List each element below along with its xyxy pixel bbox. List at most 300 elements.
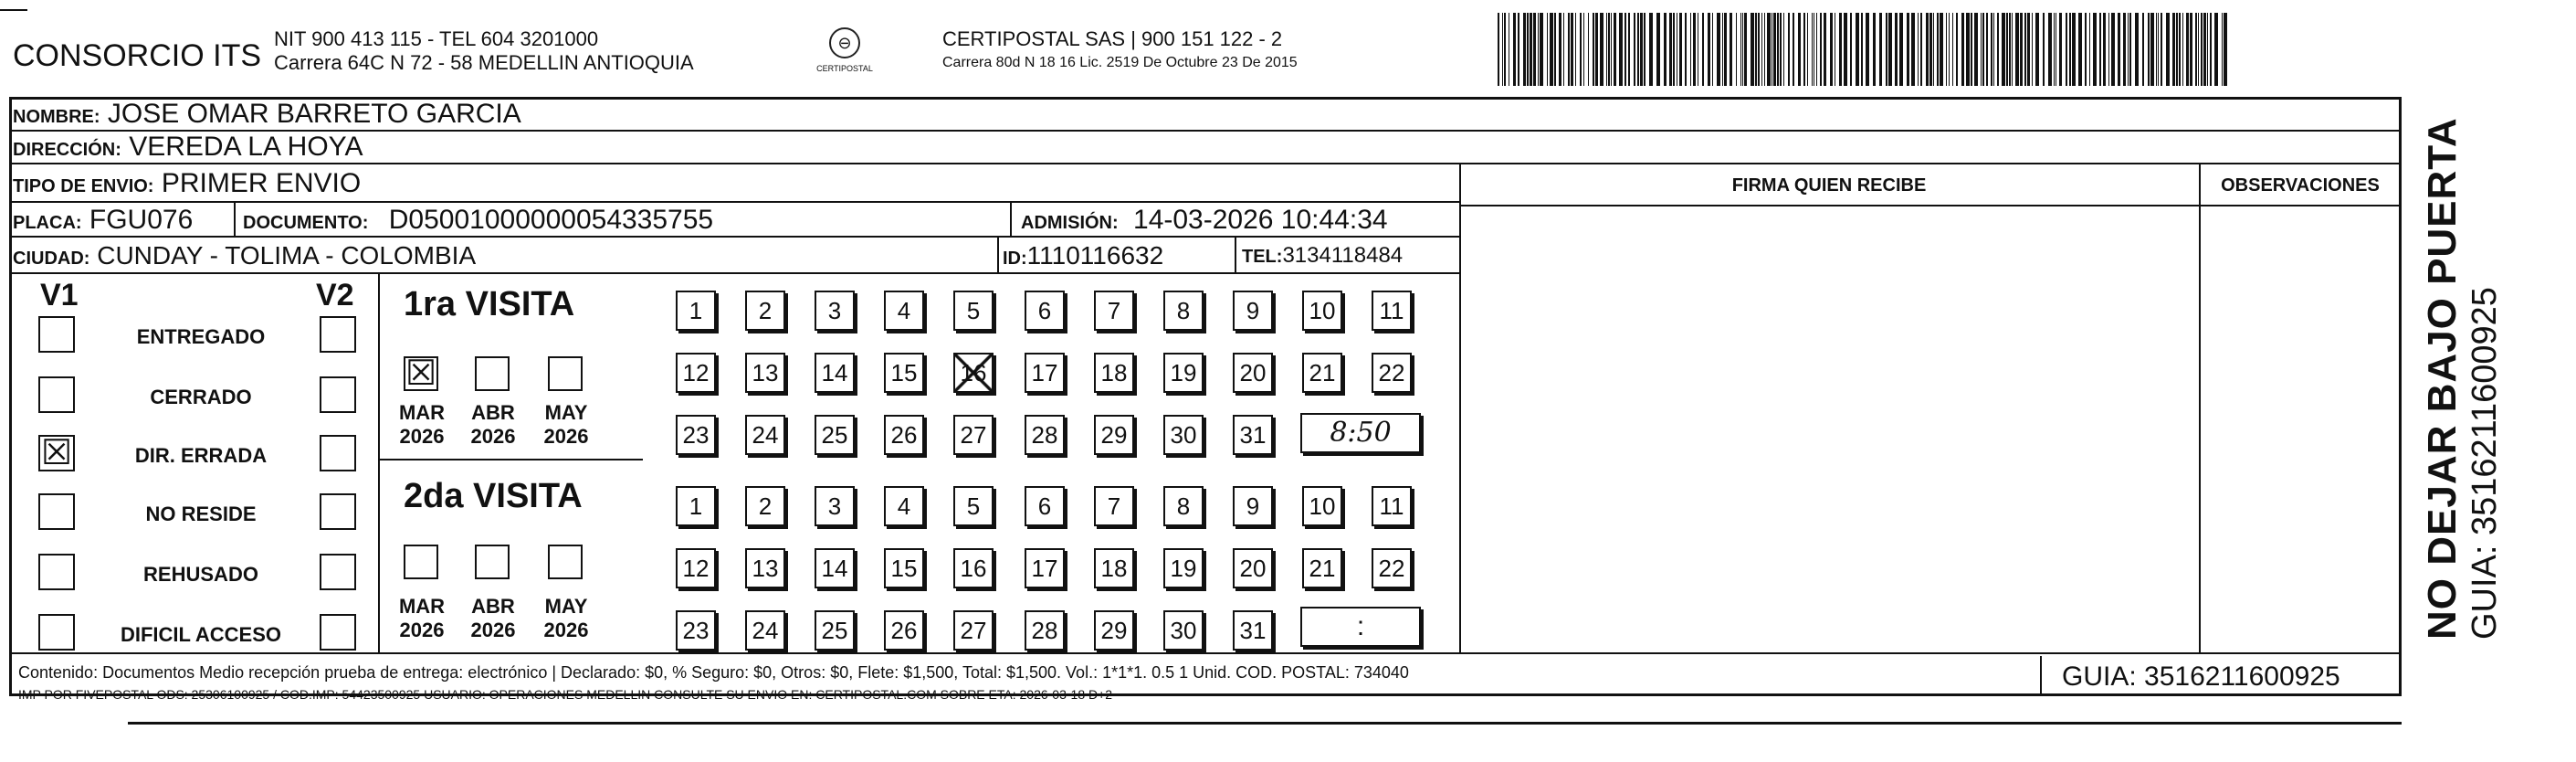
divider bbox=[997, 236, 999, 272]
barcode-bar bbox=[1812, 13, 1813, 86]
barcode-bar bbox=[2195, 13, 2197, 86]
day-box[interactable]: 19 bbox=[1163, 353, 1204, 393]
barcode-bar bbox=[1820, 13, 1822, 86]
barcode-bar bbox=[2012, 13, 2013, 86]
divider bbox=[378, 272, 380, 652]
barcode-bar bbox=[1946, 13, 1947, 86]
placa-value: FGU076 bbox=[89, 205, 194, 235]
barcode-bar bbox=[1580, 13, 1582, 86]
day-box[interactable]: 20 bbox=[1233, 353, 1273, 393]
status-label: ENTREGADO bbox=[136, 325, 266, 348]
barcode-bar bbox=[1798, 13, 1801, 86]
year-label: 2026 bbox=[543, 425, 589, 448]
observaciones-area[interactable] bbox=[2201, 206, 2400, 651]
day-box[interactable]: 23 bbox=[676, 610, 716, 651]
v1-checkbox[interactable]: ☒ bbox=[38, 435, 75, 471]
barcode-bar bbox=[2161, 13, 2162, 86]
day-box[interactable]: 25 bbox=[815, 610, 855, 651]
tel-field bbox=[1242, 243, 1403, 269]
barcode-bar bbox=[1844, 13, 1847, 86]
barcode-bar bbox=[1693, 13, 1696, 86]
barcode-bar bbox=[1740, 13, 1741, 86]
barcode-bar bbox=[1664, 13, 1667, 86]
day-box[interactable]: 1 bbox=[676, 291, 716, 331]
visit2-time-value: : bbox=[1356, 611, 1365, 641]
day-box[interactable]: 31 bbox=[1233, 415, 1273, 455]
barcode-bar bbox=[1563, 13, 1564, 86]
barcode-bar bbox=[1724, 13, 1727, 86]
barcode-bar bbox=[1773, 13, 1776, 86]
barcode-bar bbox=[1624, 13, 1626, 86]
barcode-bar bbox=[2186, 13, 2189, 86]
visit1-time-value: 8:50 bbox=[1330, 417, 1392, 449]
barcode-bar bbox=[1911, 13, 1915, 86]
barcode-bar bbox=[2222, 13, 2223, 86]
admision-field bbox=[1021, 205, 1388, 236]
barcode-bar bbox=[1669, 13, 1672, 86]
barcode-bar bbox=[1634, 13, 1635, 86]
observaciones-header: OBSERVACIONES bbox=[2221, 175, 2380, 196]
status-label: DIFICIL ACCESO bbox=[120, 623, 281, 646]
barcode-bar bbox=[1899, 13, 1903, 86]
barcode-bar bbox=[2027, 13, 2030, 86]
day-box[interactable]: 10 bbox=[1302, 486, 1342, 526]
day-box[interactable]: 22 bbox=[1372, 548, 1412, 588]
day-box[interactable]: 16 bbox=[953, 548, 994, 588]
barcode-bar bbox=[1502, 13, 1503, 86]
v2-checkbox[interactable] bbox=[320, 614, 356, 651]
barcode-bar bbox=[1559, 13, 1561, 86]
barcode-bar bbox=[1839, 13, 1842, 86]
month-label: ABR bbox=[471, 595, 515, 618]
barcode-bar bbox=[2103, 13, 2106, 86]
id-label: ID: bbox=[1003, 249, 1027, 269]
placa-field bbox=[13, 205, 193, 236]
divider bbox=[9, 652, 2402, 654]
barcode-bar bbox=[2020, 13, 2023, 86]
barcode-bar bbox=[2093, 13, 2097, 86]
tipo-label: TIPO DE ENVIO: bbox=[13, 176, 154, 196]
barcode-bar bbox=[2006, 13, 2008, 86]
barcode-bar bbox=[1940, 13, 1943, 86]
barcode-bar bbox=[1991, 13, 1992, 86]
barcode-bar bbox=[1866, 13, 1869, 86]
barcode-bar bbox=[1873, 13, 1876, 86]
v1-checkbox[interactable] bbox=[38, 316, 75, 353]
side-guia: GUIA: 3516211600925 bbox=[2466, 287, 2504, 640]
year-label: 2026 bbox=[399, 619, 445, 641]
firma-area[interactable] bbox=[1461, 206, 2197, 651]
barcode-bar bbox=[2182, 13, 2183, 86]
barcode-bar bbox=[1588, 13, 1589, 86]
barcode-bar bbox=[2024, 13, 2026, 86]
barcode-bar bbox=[1803, 13, 1805, 86]
barcode-bar bbox=[2089, 13, 2090, 86]
barcode-bar bbox=[1933, 13, 1934, 86]
contenido-line: Contenido: Documentos Medio recepción prueba de entrega: electrónico | Declarado: $0, % Seguro: $0, Otros: $0, Flete: $1,500, Total: $1,500. Vol.: 1*1*1. 0.5 1 Unid. COD. POSTAL: 734040 bbox=[18, 663, 1409, 682]
side-text bbox=[2420, 117, 2505, 640]
barcode-bar bbox=[1606, 13, 1607, 86]
barcode-bar bbox=[1708, 13, 1710, 86]
barcode-bar bbox=[1907, 13, 1909, 86]
day-box[interactable]: 26 bbox=[884, 415, 924, 455]
day-box[interactable]: 3 bbox=[815, 486, 855, 526]
day-box[interactable]: 24 bbox=[745, 415, 785, 455]
barcode-bar bbox=[1758, 13, 1760, 86]
year-label: 2026 bbox=[470, 619, 516, 641]
day-box[interactable]: 7 bbox=[1094, 486, 1134, 526]
tipo-value: PRIMER ENVIO bbox=[161, 168, 362, 198]
day-box[interactable]: 14 bbox=[815, 548, 855, 588]
certipostal-logo bbox=[813, 27, 877, 82]
month-checkbox[interactable]: ☒ bbox=[405, 355, 437, 393]
v2-checkbox[interactable] bbox=[320, 316, 356, 353]
barcode-bar bbox=[2166, 13, 2170, 86]
nombre-row bbox=[13, 99, 521, 130]
day-box[interactable]: 14 bbox=[815, 353, 855, 393]
day-box[interactable]: 18 bbox=[1094, 353, 1134, 393]
v2-checkbox[interactable] bbox=[320, 493, 356, 530]
day-box[interactable]: 28 bbox=[1025, 610, 1065, 651]
barcode-bar bbox=[1807, 13, 1808, 86]
barcode-bar bbox=[1533, 13, 1536, 86]
company-info bbox=[274, 27, 694, 75]
logo-text: CERTIPOSTAL bbox=[816, 64, 873, 73]
barcode-bar bbox=[1981, 13, 1982, 86]
day-box[interactable]: 13 bbox=[745, 353, 785, 393]
month-checkbox[interactable] bbox=[548, 356, 583, 391]
barcode-bar bbox=[1767, 13, 1771, 86]
tel-label: TEL: bbox=[1242, 247, 1283, 267]
barcode-bar bbox=[2054, 13, 2055, 86]
barcode-bar bbox=[1717, 13, 1720, 86]
divider bbox=[9, 236, 1461, 238]
barcode-bar bbox=[1568, 13, 1570, 86]
barcode-bar bbox=[1952, 13, 1953, 86]
address-line: Carrera 64C N 72 - 58 MEDELLIN ANTIOQUIA bbox=[274, 51, 694, 74]
admision-value: 14-03-2026 10:44:34 bbox=[1133, 205, 1388, 235]
day-box[interactable]: 6 bbox=[1025, 486, 1065, 526]
barcode-bar bbox=[1547, 13, 1548, 86]
day-box[interactable]: 8 bbox=[1163, 291, 1204, 331]
barcode-bar bbox=[1966, 13, 1970, 86]
visit2-time-field[interactable] bbox=[1300, 607, 1421, 647]
barcode-bar bbox=[1861, 13, 1863, 86]
day-box[interactable]: 1 bbox=[676, 486, 716, 526]
day-box[interactable]: 29 bbox=[1094, 610, 1134, 651]
visit2-title: 2da VISITA bbox=[404, 477, 583, 515]
direccion-value: VEREDA LA HOYA bbox=[129, 132, 363, 162]
barcode-bar bbox=[1777, 13, 1779, 86]
v1-checkbox[interactable] bbox=[38, 493, 75, 530]
day-box[interactable]: 15 bbox=[884, 353, 924, 393]
month-checkbox[interactable] bbox=[404, 545, 438, 579]
no-dejar-bajo-puerta: NO DEJAR BAJO PUERTA bbox=[2420, 117, 2465, 640]
day-box[interactable]: 13 bbox=[745, 548, 785, 588]
barcode-bar bbox=[1830, 13, 1833, 86]
divider bbox=[378, 459, 643, 460]
barcode-bar bbox=[2156, 13, 2157, 86]
day-box[interactable]: 11 bbox=[1372, 291, 1412, 331]
id-value: 1110116632 bbox=[1026, 241, 1164, 270]
year-label: 2026 bbox=[470, 425, 516, 448]
divider bbox=[234, 201, 236, 236]
barcode-bar bbox=[1656, 13, 1660, 86]
barcode-bar bbox=[2207, 13, 2208, 86]
visit1-time-field[interactable] bbox=[1300, 413, 1421, 453]
day-box[interactable]: 8 bbox=[1163, 486, 1204, 526]
barcode-bar bbox=[2123, 13, 2126, 86]
barcode-bar bbox=[2111, 13, 2115, 86]
barcode-bar bbox=[1929, 13, 1932, 86]
documento-value: D05001000000054335755 bbox=[388, 205, 714, 235]
barcode-bar bbox=[2069, 13, 2071, 86]
barcode-bar bbox=[1608, 13, 1610, 86]
company-name: CONSORCIO ITS bbox=[13, 38, 262, 73]
barcode-bar bbox=[2135, 13, 2139, 86]
barcode-bar bbox=[1888, 13, 1892, 86]
barcode-bar bbox=[1937, 13, 1939, 86]
barcode-bar bbox=[1974, 13, 1978, 86]
bottom-rule bbox=[128, 722, 2402, 725]
barcode-bar bbox=[1702, 13, 1704, 86]
day-box[interactable]: 15 bbox=[884, 548, 924, 588]
barcode-bar bbox=[1993, 13, 1994, 86]
day-box[interactable]: 19 bbox=[1163, 548, 1204, 588]
barcode-bar bbox=[1593, 13, 1594, 86]
barcode-bar bbox=[2059, 13, 2062, 86]
day-box[interactable]: 28 bbox=[1025, 415, 1065, 455]
day-box[interactable]: 17 bbox=[1025, 548, 1065, 588]
top-rule bbox=[0, 9, 27, 11]
day-box[interactable]: 26 bbox=[884, 610, 924, 651]
day-box[interactable]: 30 bbox=[1163, 415, 1204, 455]
barcode-bar bbox=[2198, 13, 2199, 86]
barcode-bar bbox=[1764, 13, 1765, 86]
day-box[interactable]: 21 bbox=[1302, 353, 1342, 393]
barcode-bar bbox=[2214, 13, 2218, 86]
barcode-bar bbox=[1986, 13, 1988, 86]
v1-checkbox[interactable] bbox=[38, 554, 75, 590]
barcode-bar bbox=[1926, 13, 1929, 86]
barcode-bar bbox=[2148, 13, 2150, 86]
day-box[interactable]: 29 bbox=[1094, 415, 1134, 455]
ciudad-value: CUNDAY - TOLIMA - COLOMBIA bbox=[97, 241, 477, 270]
barcode-bar bbox=[1611, 13, 1612, 86]
barcode-bar bbox=[1554, 13, 1556, 86]
barcode-bar bbox=[2035, 13, 2039, 86]
divider bbox=[9, 272, 1461, 274]
barcode-bar bbox=[1679, 13, 1682, 86]
barcode-bar bbox=[2129, 13, 2131, 86]
day-box[interactable]: 24 bbox=[745, 610, 785, 651]
barcode-bar bbox=[2085, 13, 2087, 86]
barcode-bar bbox=[1816, 13, 1817, 86]
barcode-bar bbox=[1530, 13, 1532, 86]
v1-checkbox[interactable] bbox=[38, 376, 75, 413]
day-box[interactable]: 30 bbox=[1163, 610, 1204, 651]
ciudad-label: CIUDAD: bbox=[13, 249, 90, 269]
documento-label: DOCUMENTO: bbox=[243, 213, 369, 233]
barcode-bar bbox=[2002, 13, 2005, 86]
day-box[interactable]: 2 bbox=[745, 291, 785, 331]
month-label: ABR bbox=[471, 401, 515, 424]
barcode-bar bbox=[1850, 13, 1852, 86]
barcode-bar bbox=[1685, 13, 1687, 86]
barcode-bar bbox=[1550, 13, 1553, 86]
barcode-bar bbox=[1712, 13, 1713, 86]
barcode-bar bbox=[1736, 13, 1737, 86]
barcode-bar bbox=[2043, 13, 2045, 86]
barcode-bar bbox=[1595, 13, 1598, 86]
carrier-line: CERTIPOSTAL SAS | 900 151 122 - 2 bbox=[942, 27, 1283, 50]
barcode-bar bbox=[1518, 13, 1519, 86]
divider bbox=[1235, 236, 1236, 272]
direccion-row bbox=[13, 132, 363, 163]
guia-value: GUIA: 3516211600925 bbox=[2062, 661, 2340, 692]
month-checkbox[interactable] bbox=[475, 356, 510, 391]
day-box[interactable]: 4 bbox=[884, 291, 924, 331]
status-label: CERRADO bbox=[150, 386, 252, 408]
barcode-bar bbox=[1956, 13, 1958, 86]
barcode-bar bbox=[2190, 13, 2192, 86]
barcode-bar bbox=[1600, 13, 1603, 86]
barcode-bar bbox=[2032, 13, 2033, 86]
carrier-info bbox=[942, 27, 1298, 71]
month-checkbox[interactable] bbox=[548, 545, 583, 579]
nombre-value: JOSE OMAR BARRETO GARCIA bbox=[107, 99, 521, 129]
day-box[interactable]: 2 bbox=[745, 486, 785, 526]
barcode-bar bbox=[2099, 13, 2101, 86]
barcode-bar bbox=[1856, 13, 1859, 86]
day-box[interactable]: 5 bbox=[953, 291, 994, 331]
barcode-bar bbox=[1982, 13, 1984, 86]
barcode-bar bbox=[2176, 13, 2178, 86]
barcode-bar bbox=[1730, 13, 1732, 86]
barcode-bar bbox=[1742, 13, 1743, 86]
barcode-bar bbox=[2048, 13, 2052, 86]
imp-line: IMP POR FIVEPOSTAL ODS: 25306100925 / COD.IMP: 54423500925 USUARIO: OPERACIONES MEDELLIN CONSULTE SU ENVIO EN: CERTIPOSTAL.COM SOBRE ETA: 2026-03-18 D+2 bbox=[18, 687, 1113, 702]
barcode-bar bbox=[2203, 13, 2206, 86]
barcode-bar bbox=[2201, 13, 2203, 86]
admision-label: ADMISIÓN: bbox=[1021, 213, 1119, 233]
guia-number bbox=[2044, 658, 2400, 696]
firma-header: FIRMA QUIEN RECIBE bbox=[1731, 175, 1927, 196]
day-box[interactable]: 5 bbox=[953, 486, 994, 526]
day-box[interactable]: 7 bbox=[1094, 291, 1134, 331]
day-box[interactable]: 23 bbox=[676, 415, 716, 455]
barcode-bar bbox=[1628, 13, 1630, 86]
logo-circle-icon: ⊖ bbox=[829, 27, 860, 58]
day-box[interactable]: 27 bbox=[953, 610, 994, 651]
barcode-bar bbox=[2179, 13, 2181, 86]
status-label: NO RESIDE bbox=[145, 503, 257, 525]
barcode-bar bbox=[1751, 13, 1754, 86]
month-label: MAR bbox=[398, 595, 446, 618]
day-box[interactable]: 9 bbox=[1233, 291, 1273, 331]
visit1-title: 1ra VISITA bbox=[404, 285, 575, 323]
barcode-bar bbox=[2128, 13, 2129, 86]
barcode-bar bbox=[1788, 13, 1790, 86]
day-box[interactable]: 4 bbox=[884, 486, 924, 526]
barcode-bar bbox=[1971, 13, 1972, 86]
barcode-bar bbox=[1538, 13, 1539, 86]
barcode-bar bbox=[2142, 13, 2144, 86]
barcode-bar bbox=[1640, 13, 1643, 86]
day-box[interactable]: 17 bbox=[1025, 353, 1065, 393]
direccion-label: DIRECCIÓN: bbox=[13, 140, 121, 160]
day-box[interactable]: 31 bbox=[1233, 610, 1273, 651]
barcode-bar bbox=[1498, 13, 1499, 86]
day-box[interactable]: 25 bbox=[815, 415, 855, 455]
day-box[interactable]: 18 bbox=[1094, 548, 1134, 588]
barcode-bar bbox=[1949, 13, 1950, 86]
barcode-bar bbox=[1886, 13, 1887, 86]
v2-checkbox[interactable] bbox=[320, 376, 356, 413]
v1-header: V1 bbox=[40, 278, 79, 312]
day-box[interactable]: 12 bbox=[676, 353, 716, 393]
v2-checkbox[interactable] bbox=[320, 435, 356, 471]
tipo-row bbox=[13, 168, 361, 199]
barcode-bar bbox=[1755, 13, 1757, 86]
day-box[interactable]: 21 bbox=[1302, 548, 1342, 588]
barcode-bar bbox=[1879, 13, 1882, 86]
tel-value: 3134118484 bbox=[1282, 243, 1404, 268]
barcode-bar bbox=[1649, 13, 1653, 86]
barcode-bar bbox=[1575, 13, 1576, 86]
day-box[interactable]: 22 bbox=[1372, 353, 1412, 393]
barcode-bar bbox=[1780, 13, 1782, 86]
ciudad-field bbox=[13, 241, 476, 270]
barcode-bar bbox=[1583, 13, 1584, 86]
barcode-bar bbox=[2009, 13, 2011, 86]
day-box[interactable]: 20 bbox=[1233, 548, 1273, 588]
day-box[interactable]: 9 bbox=[1233, 486, 1273, 526]
divider bbox=[9, 130, 2402, 132]
v1-checkbox[interactable] bbox=[38, 614, 75, 651]
barcode-bar bbox=[2172, 13, 2175, 86]
day-box[interactable]: 11 bbox=[1372, 486, 1412, 526]
day-box[interactable]: 27 bbox=[953, 415, 994, 455]
barcode-bar bbox=[2158, 13, 2159, 86]
barcode-bar bbox=[1744, 13, 1747, 86]
day-box[interactable]: 10 bbox=[1302, 291, 1342, 331]
barcode-bar bbox=[1824, 13, 1826, 86]
status-label: REHUSADO bbox=[143, 563, 258, 586]
v2-checkbox[interactable] bbox=[320, 554, 356, 590]
barcode-bar bbox=[1614, 13, 1616, 86]
barcode-bar bbox=[1619, 13, 1623, 86]
barcode-bar bbox=[1523, 13, 1526, 86]
barcode-bar bbox=[1918, 13, 1919, 86]
year-label: 2026 bbox=[543, 619, 589, 641]
day-box[interactable]: 12 bbox=[676, 548, 716, 588]
month-checkbox[interactable] bbox=[475, 545, 510, 579]
barcode-bar bbox=[1793, 13, 1794, 86]
barcode-bar bbox=[1690, 13, 1691, 86]
day-box[interactable]: 6 bbox=[1025, 291, 1065, 331]
barcode-bar bbox=[1722, 13, 1723, 86]
barcode bbox=[1498, 13, 2228, 86]
status-label: DIR. ERRADA bbox=[134, 444, 268, 467]
barcode-bar bbox=[1571, 13, 1573, 86]
barcode-bar bbox=[1961, 13, 1964, 86]
day-box[interactable]: 3 bbox=[815, 291, 855, 331]
barcode-bar bbox=[2072, 13, 2076, 86]
day-box-marked[interactable]: 16 bbox=[953, 353, 994, 393]
divider bbox=[9, 201, 1461, 203]
month-label: MAR bbox=[398, 401, 446, 424]
